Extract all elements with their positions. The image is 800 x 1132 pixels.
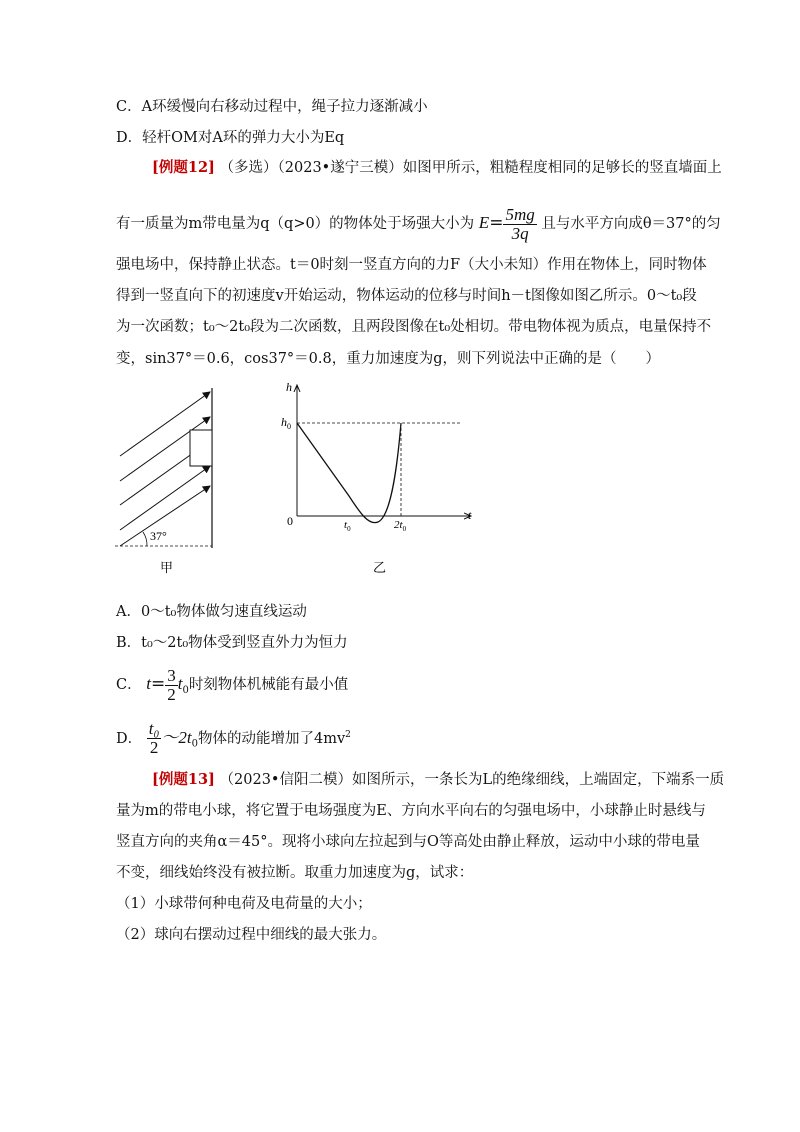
option-c-t0: t xyxy=(177,674,183,693)
example-13-header xyxy=(152,770,724,790)
option-d xyxy=(116,715,351,765)
origin-label: 0 xyxy=(287,514,293,528)
field-line-4 xyxy=(120,466,210,530)
example-12-meta: （多选）（2023•遂宁三模）如图甲所示，粗糙程度相同的足够长的竖直墙面上 xyxy=(219,160,722,176)
option-d-numerator: t₀ xyxy=(148,719,160,739)
option-c-t0-sub: 0 xyxy=(182,684,189,696)
option-d-range: ～2t xyxy=(161,727,192,747)
formula-e-numerator: 5mg xyxy=(505,204,535,224)
option-d-text: 物体的动能增加了4mv xyxy=(198,730,346,747)
prev-option-d: D．轻杆OM对A环的弹力大小为Eq xyxy=(116,130,345,146)
y-axis-label: h xyxy=(286,380,292,394)
example-12-line-5: 为一次函数；t₀～2t₀段为二次函数，且两段图像在t₀处相切。带电物体视为质点，电量保持不 xyxy=(116,319,712,335)
option-c-label: C． xyxy=(116,677,142,693)
example-13-line-2: 量为m的带电小球，将它置于电场强度为E、方向水平向右的匀强电场中，小球静止时悬线与 xyxy=(116,803,706,819)
x-axis-label: t xyxy=(468,508,472,522)
option-d-range-sub: 0 xyxy=(191,738,198,750)
example-12-line-2: 有一质量为m带电量为q（q>0）的物体处于场强大小为 E= $\frac{5mg}{3q}$ 且与水平方向成θ＝37°的匀 xyxy=(116,204,721,243)
option-d-fraction xyxy=(147,720,162,757)
example-13-tag: [例题13] xyxy=(152,771,215,788)
example-12-line-6: 变，sin37°＝0.6，cos37°＝0.8，重力加速度为g，则下列说法中正确的是（ ） xyxy=(116,351,661,367)
example-12-line-3: 强电场中，保持静止状态。t＝0时刻一竖直方向的力F（大小未知）作用在物体上，同时物体 xyxy=(116,257,707,273)
example-12-header xyxy=(152,158,722,178)
t0-label: $t_0$ xyxy=(344,519,351,533)
option-c-numerator: 3 xyxy=(167,665,176,685)
formula-e-lhs: E xyxy=(478,213,490,232)
formula-e-denominator: 3q xyxy=(511,223,529,243)
example-12-tag: [例题12] xyxy=(152,159,215,176)
example-12-text-2a: 有一质量为m带电量为q（q>0）的物体处于场强大小为 xyxy=(116,216,475,232)
option-c-t: t xyxy=(146,674,151,693)
figure-b xyxy=(275,378,475,578)
option-b: B．t₀～2t₀物体受到竖直外力为恒力 xyxy=(116,635,348,651)
h0-label: $h_0$ xyxy=(281,415,291,431)
figure-a-caption: 甲 xyxy=(160,560,174,575)
example-12-text-2b: 且与水平方向成θ＝37°的匀 xyxy=(541,216,721,232)
2t0-label: $2t_0$ xyxy=(394,519,407,533)
angle-arc xyxy=(143,532,147,546)
formula-e-fraction xyxy=(503,206,536,243)
option-d-denominator: 2 xyxy=(149,738,159,758)
angle-label: 37° xyxy=(150,529,167,543)
option-c: C． t= $\frac{3}{2}$ $t_0$时刻物体机械能有最小值 xyxy=(116,665,349,704)
figure-b-caption: 乙 xyxy=(373,560,387,575)
charged-block xyxy=(190,430,212,466)
option-d-sup: 2 xyxy=(345,730,351,740)
option-c-fraction xyxy=(165,667,178,704)
figure-a xyxy=(110,378,230,578)
example-13-question-2: （2）球向右摆动过程中细线的最大张力。 xyxy=(116,927,387,943)
example-13-line-4: 不变，细线始终没有被拉断。取重力加速度为g，试求： xyxy=(116,865,474,881)
h-t-curve xyxy=(297,423,401,523)
option-a: A．0～t₀物体做匀速直线运动 xyxy=(116,604,307,620)
example-13-line-1: （2023•信阳二模）如图所示，一条长为L的绝缘细线，上端固定，下端系一质 xyxy=(219,772,725,788)
example-13-line-3: 竖直方向的夹角α＝45°。现将小球向左拉起到与O等高处由静止释放，运动中小球的带电量 xyxy=(116,834,700,850)
option-c-denominator: 2 xyxy=(167,684,176,704)
option-c-text: 时刻物体机械能有最小值 xyxy=(188,677,349,693)
prev-option-c: C．A环缓慢向右移动过程中，绳子拉力逐渐减小 xyxy=(116,99,428,115)
option-d-label: D． xyxy=(116,730,143,747)
example-13-question-1: （1）小球带何种电荷及电荷量的大小； xyxy=(116,896,372,912)
example-12-line-4: 得到一竖直向下的初速度v开始运动，物体运动的位移与时间h－t图像如图乙所示。0～t₀段 xyxy=(116,288,697,304)
